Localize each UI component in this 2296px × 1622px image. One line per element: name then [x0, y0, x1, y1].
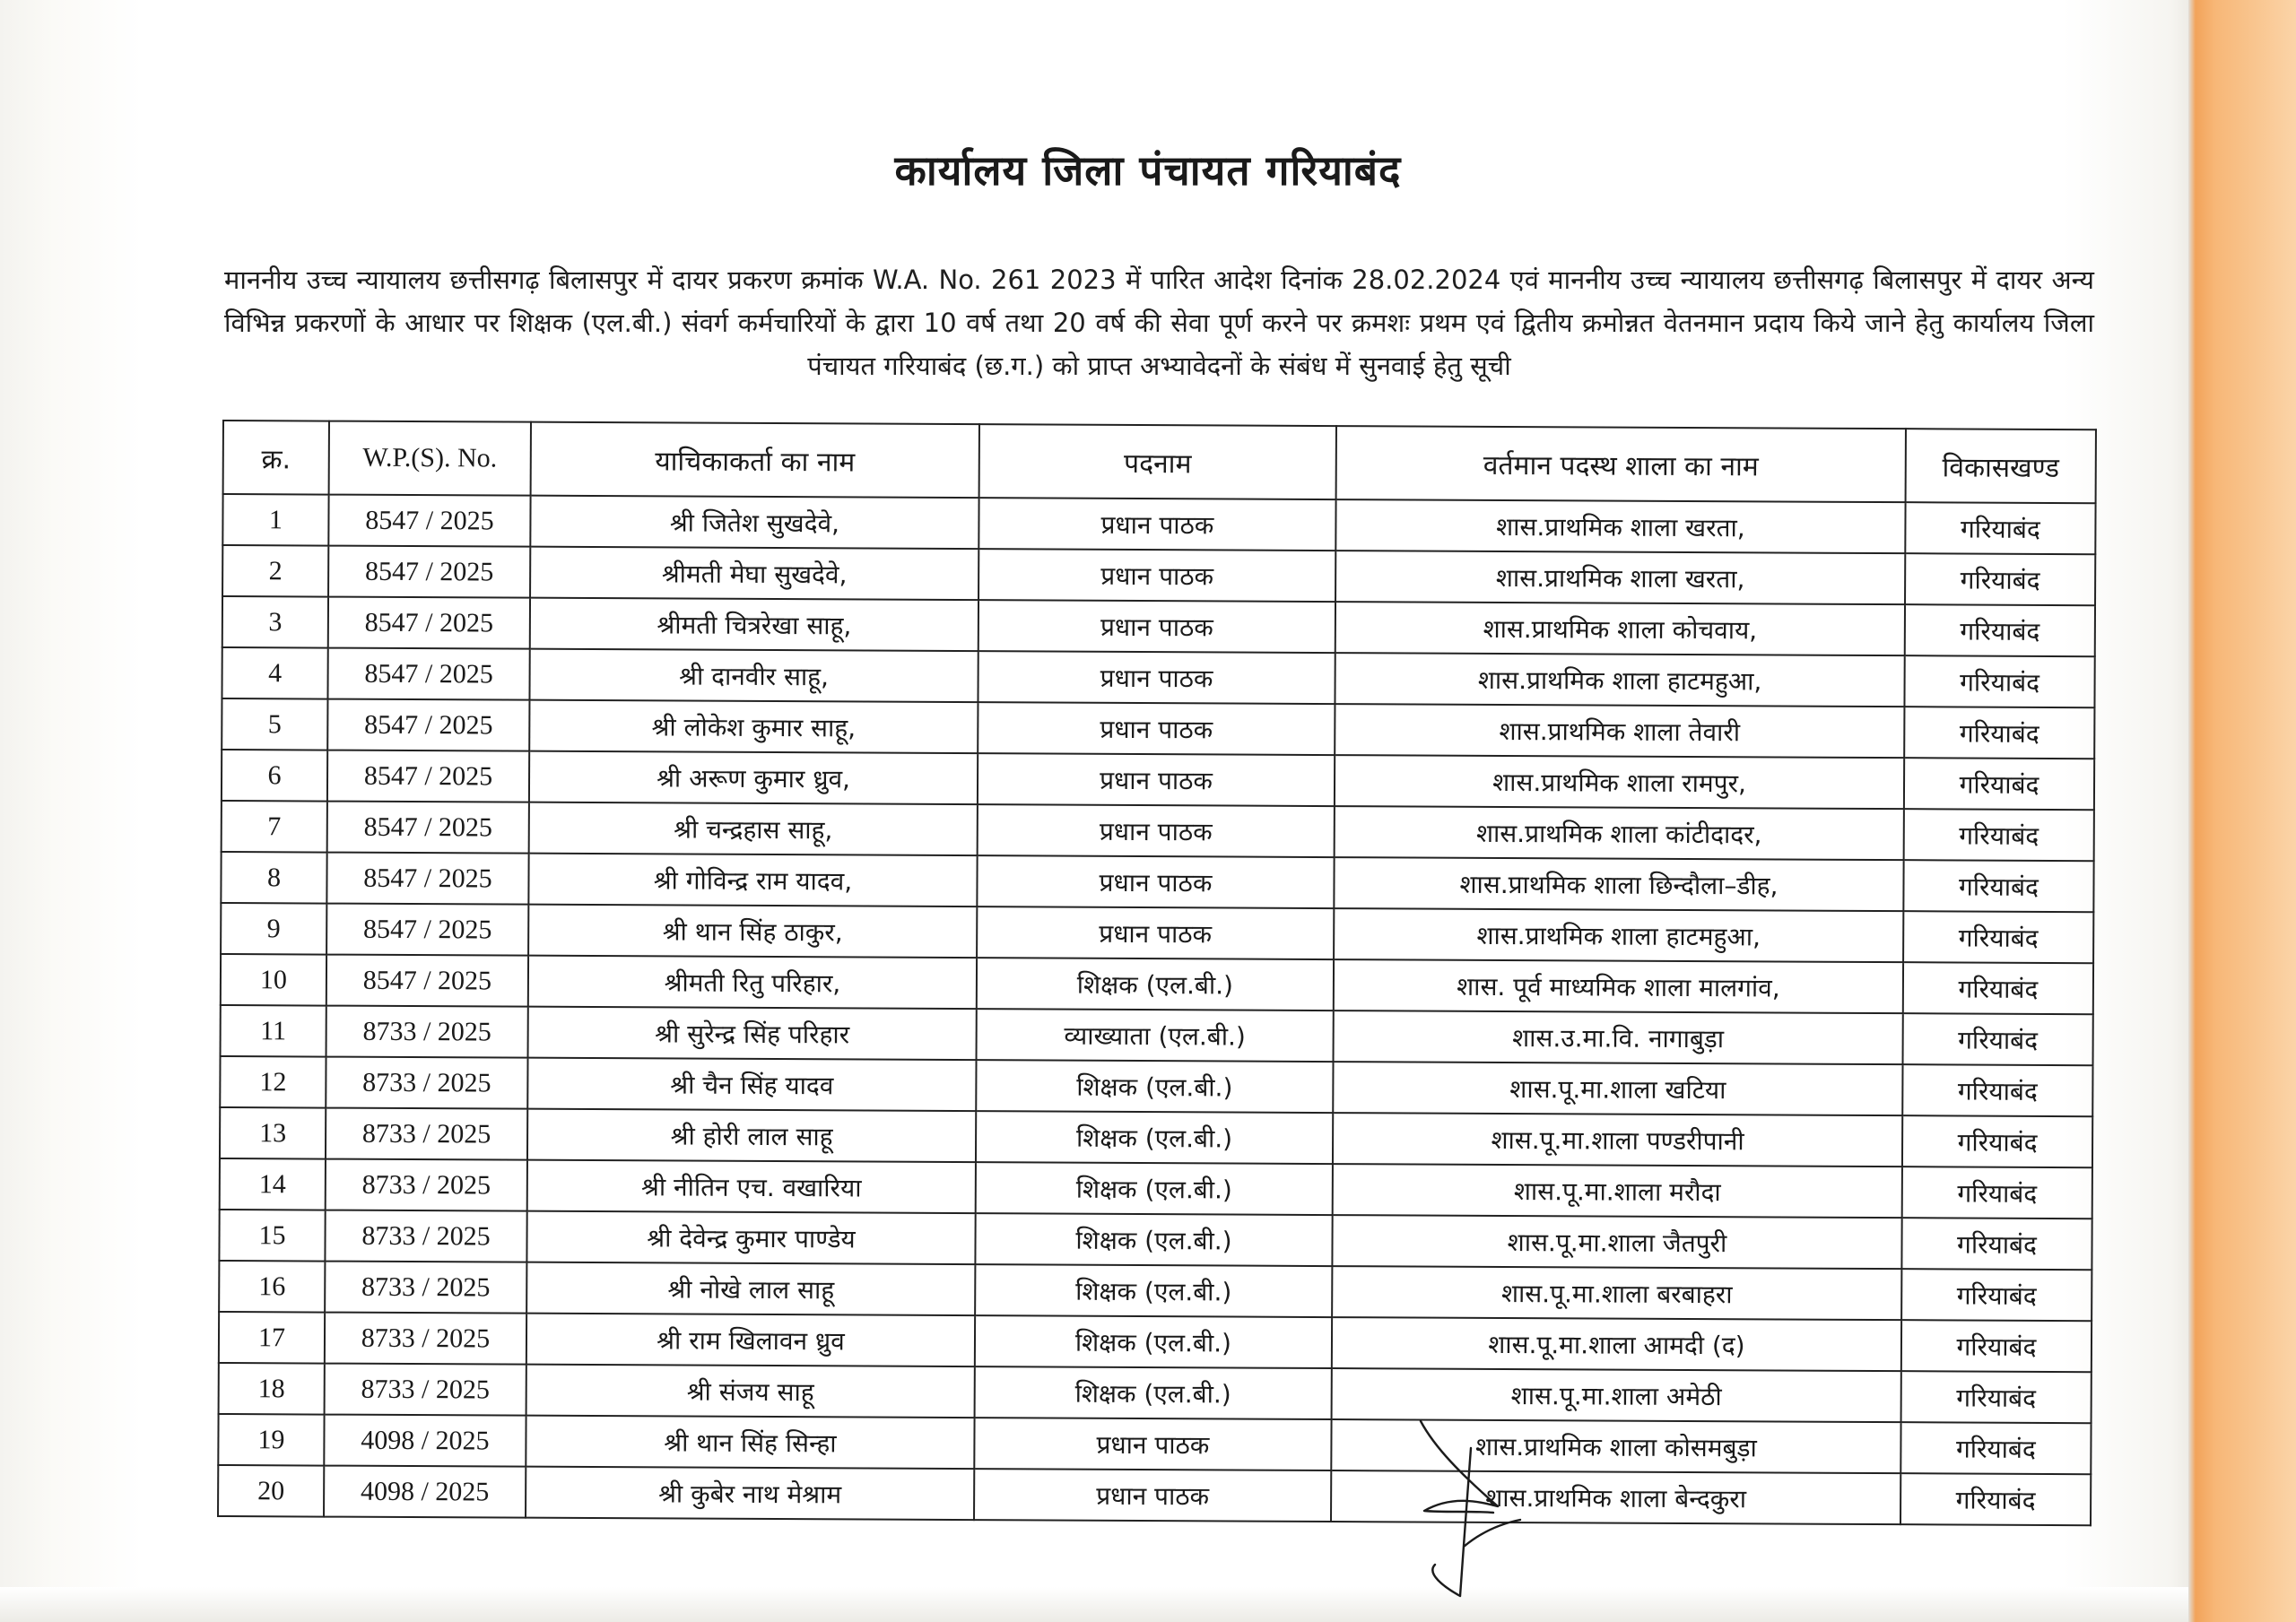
cell-block: गरियाबंद: [1905, 553, 2095, 605]
cell-petitioner: श्रीमती मेघा सुखदेवे,: [530, 547, 978, 600]
cell-block: गरियाबंद: [1902, 1064, 2092, 1116]
cell-block: गरियाबंद: [1900, 1422, 2091, 1474]
cell-designation: शिक्षक (एल.बी.): [977, 958, 1334, 1010]
table-row: [218, 1414, 2091, 1474]
cell-wp-no: 4098 / 2025: [324, 1466, 526, 1518]
cell-school: शास.उ.मा.वि. नागाबुड़ा: [1334, 1010, 1903, 1064]
cell-wp-no: 8733 / 2025: [325, 1364, 526, 1416]
cell-petitioner: श्री संजय साहू: [526, 1365, 975, 1418]
cell-petitioner: श्री जितेश सुखदेवे,: [530, 496, 978, 549]
handwritten-signature: [1408, 1412, 1525, 1609]
cell-school: शास.प्राथमिक शाला हाटमहुआ,: [1335, 653, 1904, 707]
cell-wp-no: 8547 / 2025: [327, 802, 529, 854]
table-row: [222, 750, 2094, 810]
cell-block: गरियाबंद: [1901, 1320, 2092, 1372]
table-row: [220, 1107, 2092, 1167]
cell-designation: प्रधान पाठक: [978, 804, 1335, 857]
cell-serial: 1: [222, 494, 328, 546]
cell-petitioner: श्रीमती चित्ररेखा साहू,: [530, 598, 978, 651]
cell-school: शास.प्राथमिक शाला बेन्दकुरा: [1331, 1470, 1900, 1524]
cell-school: शास.प्राथमिक शाला हाटमहुआ,: [1334, 908, 1903, 962]
cell-designation: प्रधान पाठक: [978, 498, 1335, 551]
cell-petitioner: श्री होरी लाल साहू: [527, 1109, 976, 1162]
cell-wp-no: 8547 / 2025: [327, 648, 529, 700]
cell-designation: प्रधान पाठक: [974, 1418, 1331, 1470]
cell-serial: 11: [221, 1005, 326, 1057]
cell-serial: 9: [221, 903, 326, 955]
cell-wp-no: 8733 / 2025: [326, 1108, 527, 1160]
cell-block: गरियाबंद: [1905, 502, 2095, 554]
cell-serial: 17: [219, 1312, 325, 1364]
cell-serial: 3: [222, 596, 328, 648]
cell-designation: प्रधान पाठक: [978, 651, 1335, 704]
header-serial: क्र.: [223, 421, 329, 495]
cell-block: गरियाबंद: [1904, 707, 2094, 759]
header-block: विकासखण्ड: [1906, 429, 2096, 503]
cell-wp-no: 8547 / 2025: [326, 955, 528, 1007]
cell-serial: 13: [220, 1107, 326, 1159]
cell-petitioner: श्री चैन सिंह यादव: [527, 1058, 976, 1111]
cell-designation: प्रधान पाठक: [974, 1469, 1331, 1522]
cell-wp-no: 4098 / 2025: [324, 1415, 526, 1467]
cell-block: गरियाबंद: [1902, 1115, 2092, 1167]
cell-petitioner: श्री नीतिन एच. वखारिया: [527, 1160, 976, 1213]
cell-school: शास.पू.मा.शाला पण्डरीपानी: [1333, 1113, 1902, 1167]
cell-school: शास.पू.मा.शाला अमेठी: [1332, 1368, 1901, 1422]
table-row: [221, 1005, 2093, 1065]
cell-serial: 4: [222, 647, 327, 699]
table-row: [222, 494, 2095, 554]
cell-serial: 12: [220, 1056, 326, 1108]
header-school: वर्तमान पदस्थ शाला का नाम: [1336, 426, 1906, 502]
cell-designation: प्रधान पाठक: [978, 549, 1335, 602]
cell-petitioner: श्री चन्द्रहास साहू,: [529, 802, 978, 855]
table-row: [219, 1312, 2092, 1372]
cell-petitioner: श्री देवेन्द्र कुमार पाण्डेय: [526, 1211, 975, 1264]
cell-serial: 16: [219, 1261, 325, 1313]
cell-designation: प्रधान पाठक: [977, 906, 1334, 959]
cell-petitioner: श्री नोखे लाल साहू: [526, 1262, 975, 1315]
cell-block: गरियाबंद: [1901, 1269, 2092, 1321]
cell-school: शास.पू.मा.शाला आमदी (द): [1332, 1317, 1901, 1371]
cell-school: शास.प्राथमिक शाला कांटीदादर,: [1335, 806, 1904, 860]
scan-edge-strip: [2188, 0, 2296, 1622]
cell-designation: प्रधान पाठक: [978, 753, 1335, 806]
cell-petitioner: श्री थान सिंह ठाकुर,: [528, 905, 977, 958]
table-row: [219, 1363, 2092, 1423]
cell-wp-no: 8733 / 2025: [326, 1006, 528, 1058]
cell-block: गरियाबंद: [1900, 1473, 2091, 1525]
cell-serial: 14: [220, 1158, 326, 1210]
cell-petitioner: श्री लोकेश कुमार साहू,: [529, 700, 978, 753]
scan-bottom-shadow: [0, 1587, 2188, 1622]
cell-petitioner: श्रीमती रितु परिहार,: [528, 956, 977, 1009]
cell-designation: शिक्षक (एल.बी.): [976, 1111, 1333, 1164]
table-row: [220, 1056, 2092, 1116]
cell-school: शास.प्राथमिक शाला रामपुर,: [1335, 755, 1904, 809]
table-row: [218, 1465, 2091, 1525]
cell-serial: 6: [222, 750, 327, 802]
cell-school: शास.प्राथमिक शाला छिन्दौला–डीह,: [1334, 857, 1903, 911]
cell-petitioner: श्री सुरेन्द्र सिंह परिहार: [528, 1007, 977, 1060]
cell-school: शास.प्राथमिक शाला खरता,: [1335, 499, 1905, 553]
table-row: [222, 596, 2095, 656]
table-row: [220, 1158, 2092, 1219]
cell-block: गरियाबंद: [1901, 1371, 2092, 1423]
cell-wp-no: 8547 / 2025: [326, 904, 528, 956]
cell-block: गरियाबंद: [1903, 860, 2093, 912]
intro-paragraph: माननीय उच्च न्यायालय छत्तीसगढ़ बिलासपुर में दायर प्रकरण क्रमांक W.A. No. 261 2023 में पारित आदेश दिनांक 28.02.2024 एवं माननीय उच्च न्यायालय छत्तीसगढ़ बिलासपुर में दायर अन्य विभिन्न प्रकरणों के आधार पर शिक्षक (एल.बी.) संवर्ग कर्मचारियों के द्वारा 10 वर्ष तथा 20 वर्ष की सेवा पूर्ण करने पर क्रमशः प्रथम एवं द्वितीय क्रमोन्नत वेतनमान प्रदाय किये जाने हेतु कार्यालय जिला पंचायत गरियाबंद (छ.ग.) को प्राप्त अभ्यावेदनों के संबंध में सुनवाई हेतु सूची: [224, 265, 2094, 381]
header-wp-no: W.P.(S). No.: [329, 421, 531, 496]
cell-serial: 2: [222, 545, 328, 597]
cell-petitioner: श्री अरूण कुमार ध्रुव,: [529, 751, 978, 804]
table-header-row: [223, 421, 2096, 503]
cell-serial: 10: [221, 954, 326, 1006]
cell-block: गरियाबंद: [1903, 962, 2093, 1014]
cell-petitioner: श्री दानवीर साहू,: [529, 649, 978, 702]
cell-school: शास. पूर्व माध्यमिक शाला मालगांव,: [1334, 959, 1903, 1013]
table-row: [221, 852, 2093, 912]
cell-school: शास.पू.मा.शाला जैतपुरी: [1332, 1215, 1901, 1269]
table-row: [222, 801, 2094, 861]
table-row: [219, 1261, 2092, 1321]
cell-wp-no: 8733 / 2025: [326, 1159, 527, 1211]
cell-school: शास.पू.मा.शाला मरौदा: [1333, 1164, 1902, 1218]
cell-petitioner: श्री राम खिलावन ध्रुव: [526, 1314, 975, 1366]
cell-wp-no: 8547 / 2025: [327, 750, 529, 802]
cell-school: शास.प्राथमिक शाला खरता,: [1335, 551, 1905, 604]
table-row: [219, 1210, 2092, 1270]
cell-block: गरियाबंद: [1902, 1167, 2092, 1219]
cell-block: गरियाबंद: [1903, 1013, 2093, 1065]
cell-designation: प्रधान पाठक: [977, 855, 1334, 908]
cell-designation: प्रधान पाठक: [978, 702, 1335, 755]
hearing-list-table-wrapper: [217, 420, 2097, 1526]
cell-serial: 19: [218, 1414, 324, 1466]
cell-serial: 15: [219, 1210, 325, 1262]
table-row: [221, 954, 2093, 1014]
cell-petitioner: श्री गोविन्द्र राम यादव,: [528, 854, 977, 906]
hearing-list-table: [217, 420, 2097, 1526]
cell-serial: 7: [222, 801, 327, 853]
cell-wp-no: 8547 / 2025: [327, 699, 529, 751]
table-row: [222, 545, 2095, 605]
cell-designation: शिक्षक (एल.बी.): [975, 1315, 1332, 1368]
cell-serial: 5: [222, 698, 327, 750]
cell-designation: शिक्षक (एल.बी.): [976, 1060, 1333, 1113]
cell-designation: प्रधान पाठक: [978, 600, 1335, 653]
header-designation: पदनाम: [979, 424, 1336, 499]
cell-designation: शिक्षक (एल.बी.): [976, 1162, 1333, 1215]
cell-wp-no: 8733 / 2025: [326, 1057, 527, 1109]
cell-petitioner: श्री थान सिंह सिन्हा: [526, 1416, 974, 1469]
cell-block: गरियाबंद: [1905, 604, 2095, 656]
table-row: [222, 698, 2094, 759]
header-petitioner: याचिकाकर्ता का नाम: [531, 422, 979, 498]
table-row: [222, 647, 2094, 707]
cell-school: शास.पू.मा.शाला बरबाहरा: [1332, 1266, 1901, 1320]
cell-serial: 20: [218, 1465, 324, 1517]
cell-serial: 8: [221, 852, 326, 904]
cell-designation: शिक्षक (एल.बी.): [975, 1366, 1332, 1419]
cell-designation: शिक्षक (एल.बी.): [975, 1264, 1332, 1317]
table-row: [221, 903, 2093, 963]
cell-block: गरियाबंद: [1904, 809, 2094, 861]
cell-designation: शिक्षक (एल.बी.): [975, 1213, 1332, 1266]
cell-school: शास.पू.मा.शाला खटिया: [1333, 1062, 1902, 1115]
cell-wp-no: 8733 / 2025: [325, 1210, 526, 1262]
cell-block: गरियाबंद: [1904, 758, 2094, 810]
cell-petitioner: श्री कुबेर नाथ मेश्राम: [526, 1467, 974, 1520]
cell-school: शास.प्राथमिक शाला कोसमबुड़ा: [1331, 1419, 1900, 1473]
cell-wp-no: 8547 / 2025: [326, 853, 528, 905]
cell-block: गरियाबंद: [1901, 1218, 2092, 1270]
cell-wp-no: 8547 / 2025: [328, 546, 530, 598]
cell-block: गरियाबंद: [1903, 911, 2093, 963]
cell-wp-no: 8547 / 2025: [328, 495, 530, 547]
cell-block: गरियाबंद: [1904, 655, 2094, 707]
cell-school: शास.प्राथमिक शाला तेवारी: [1335, 704, 1904, 758]
cell-serial: 18: [219, 1363, 325, 1415]
document-title: कार्यालय जिला पंचायत गरियाबंद: [894, 146, 1402, 195]
cell-wp-no: 8547 / 2025: [328, 597, 530, 649]
cell-wp-no: 8733 / 2025: [325, 1313, 526, 1365]
cell-designation: व्याख्याता (एल.बी.): [977, 1009, 1334, 1062]
cell-school: शास.प्राथमिक शाला कोचवाय,: [1335, 602, 1905, 655]
cell-wp-no: 8733 / 2025: [325, 1262, 526, 1314]
